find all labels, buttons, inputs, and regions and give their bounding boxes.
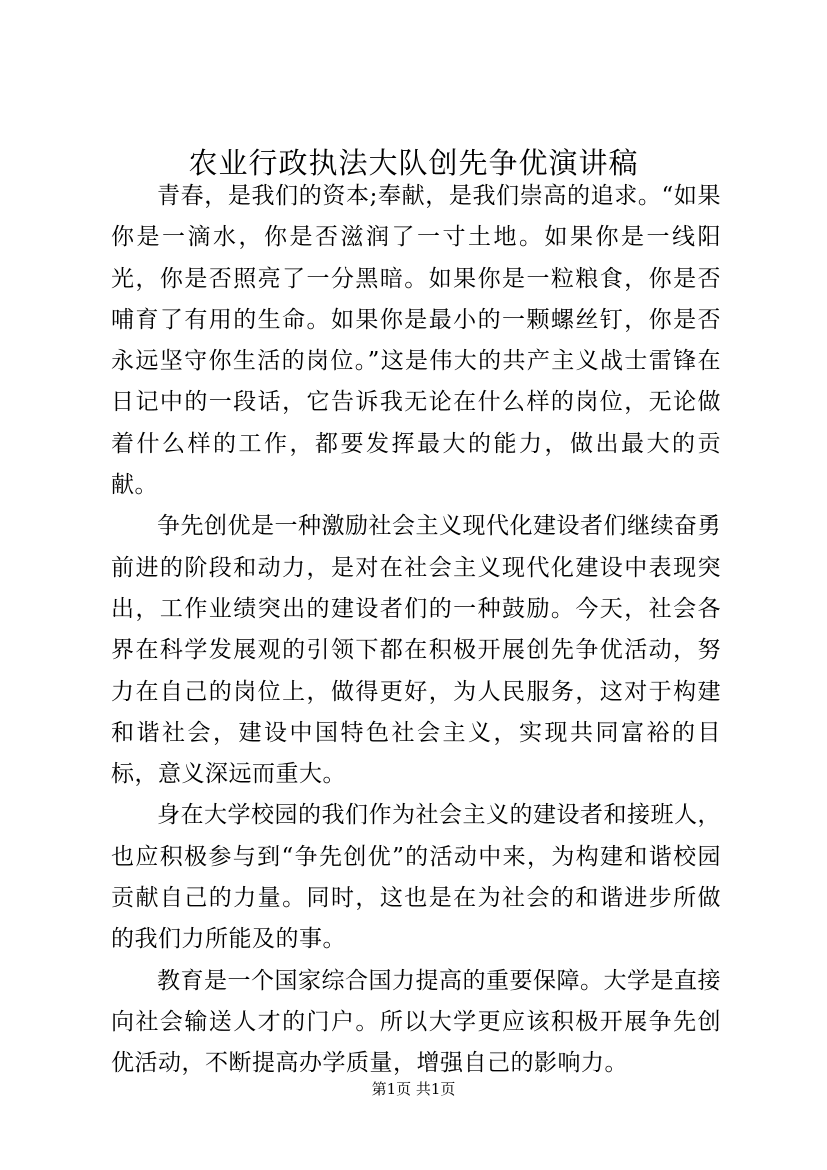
paragraph-2: 争先创优是一种激励社会主义现代化建设者们继续奋勇前进的阶段和动力，是对在社会主义现代化建设中表现突出，工作业绩突出的建设者们的一种鼓励。今天，社会各界在科学发展观的引领下都在积极开展创先争优活动，努力在自己的岗位上，做得更好，为人民服务，这对于构建和谐社会，建设中国特色社会主义，实现共同富裕的目标，意义深远而重大。 <box>111 513 721 788</box>
document-body <box>111 176 721 1085</box>
paragraph-4: 教育是一个国家综合国力提高的重要保障。大学是直接向社会输送人才的门户。所以大学更应该积极开展争先创优活动，不断提高办学质量，增强自己的影响力。 <box>111 967 721 1077</box>
page-footer: 第1页 共1页 <box>371 1080 456 1098</box>
document-title: 农业行政执法大队创先争优演讲稿 <box>188 146 639 180</box>
paragraph-1: 青春，是我们的资本;奉献，是我们崇高的追求。“如果你是一滴水，你是否滋润了一寸土地。如果你是一线阳光，你是否照亮了一分黑暗。如果你是一粒粮食，你是否哺育了有用的生命。如果你是最小的一颗螺丝钉，你是否永远坚守你生活的岗位。”这是伟大的共产主义战士雷锋在日记中的一段话，它告诉我无论在什么样的岗位，无论做着什么样的工作，都要发挥最大的能力，做出最大的贡献。 <box>111 183 721 499</box>
paragraph-3: 身在大学校园的我们作为社会主义的建设者和接班人，也应积极参与到“争先创优”的活动中来，为构建和谐校园贡献自己的力量。同时，这也是在为社会的和谐进步所做的我们力所能及的事。 <box>111 802 721 953</box>
